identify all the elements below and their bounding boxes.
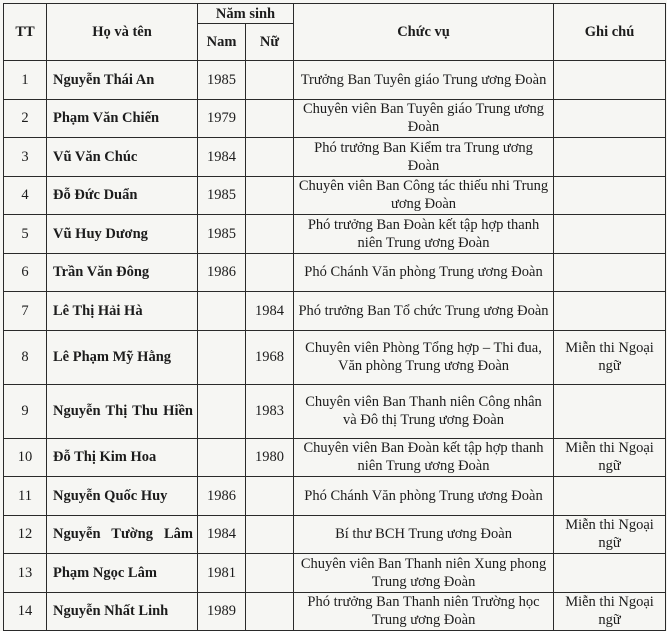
birth-year-female: 1968 [246,330,294,384]
person-name: Đỗ Đức Duẩn [47,176,198,215]
header-male: Nam [198,24,246,61]
position: Phó Chánh Văn phòng Trung ương Đoàn [294,253,554,292]
birth-year-male: 1986 [198,253,246,292]
header-tt: TT [4,4,47,61]
note [554,138,666,177]
position: Chuyên viên Ban Thanh niên Công nhân và Đô thị Trung ương Đoàn [294,384,554,438]
table-header [4,4,666,61]
table-row [4,61,666,100]
position: Phó Chánh Văn phòng Trung ương Đoàn [294,477,554,516]
row-number: 2 [4,99,47,138]
birth-year-female [246,554,294,593]
header-female: Nữ [246,24,294,61]
position: Phó trưởng Ban Đoàn kết tập hợp thanh niên Trung ương Đoàn [294,215,554,254]
note [554,61,666,100]
row-number: 9 [4,384,47,438]
row-number: 4 [4,176,47,215]
position: Chuyên viên Phòng Tổng hợp – Thi đua, Văn phòng Trung ương Đoàn [294,330,554,384]
row-number: 13 [4,554,47,593]
person-name: Phạm Văn Chiến [47,99,198,138]
birth-year-male: 1985 [198,61,246,100]
note [554,176,666,215]
row-number: 14 [4,592,47,631]
person-name: Nguyễn Tường Lâm [47,515,198,554]
row-number: 6 [4,253,47,292]
table-row [4,292,666,331]
table-row [4,477,666,516]
position: Chuyên viên Ban Tuyên giáo Trung ương Đoàn [294,99,554,138]
birth-year-female [246,253,294,292]
note: Miễn thi Ngoại ngữ [554,438,666,477]
row-number: 11 [4,477,47,516]
birth-year-male [198,438,246,477]
table-row [4,99,666,138]
birth-year-male: 1979 [198,99,246,138]
person-name: Đỗ Thị Kim Hoa [47,438,198,477]
birth-year-female [246,592,294,631]
birth-year-male: 1985 [198,215,246,254]
person-name: Phạm Ngọc Lâm [47,554,198,593]
row-number: 12 [4,515,47,554]
birth-year-male: 1984 [198,138,246,177]
birth-year-female: 1984 [246,292,294,331]
note [554,477,666,516]
header-note: Ghi chú [554,4,666,61]
birth-year-male: 1981 [198,554,246,593]
position: Bí thư BCH Trung ương Đoàn [294,515,554,554]
row-number: 1 [4,61,47,100]
row-number: 3 [4,138,47,177]
note [554,253,666,292]
table-row [4,253,666,292]
table-row [4,176,666,215]
position: Chuyên viên Ban Thanh niên Xung phong Trung ương Đoàn [294,554,554,593]
table-row [4,438,666,477]
birth-year-male: 1989 [198,592,246,631]
table-body [4,61,666,631]
person-name: Nguyễn Quốc Huy [47,477,198,516]
birth-year-female: 1980 [246,438,294,477]
position: Chuyên viên Ban Công tác thiếu nhi Trung ương Đoàn [294,176,554,215]
birth-year-male [198,384,246,438]
row-number: 7 [4,292,47,331]
person-name: Vũ Huy Dương [47,215,198,254]
note [554,384,666,438]
table-row [4,330,666,384]
table-row [4,592,666,631]
row-number: 8 [4,330,47,384]
note [554,215,666,254]
note: Miễn thi Ngoại ngữ [554,592,666,631]
note: Miễn thi Ngoại ngữ [554,330,666,384]
birth-year-male: 1984 [198,515,246,554]
position: Phó trưởng Ban Kiểm tra Trung ương Đoàn [294,138,554,177]
birth-year-female [246,477,294,516]
position: Phó trưởng Ban Tổ chức Trung ương Đoàn [294,292,554,331]
note: Miễn thi Ngoại ngữ [554,515,666,554]
header-birth-year: Năm sinh [198,4,294,24]
position: Phó trưởng Ban Thanh niên Trường học Trung ương Đoàn [294,592,554,631]
table-row [4,215,666,254]
birth-year-female [246,515,294,554]
birth-year-female [246,138,294,177]
person-name: Nguyễn Thị Thu Hiền [47,384,198,438]
birth-year-male: 1985 [198,176,246,215]
candidate-table [3,3,666,631]
note [554,99,666,138]
table-row [4,515,666,554]
person-name: Trần Văn Đông [47,253,198,292]
person-name: Vũ Văn Chúc [47,138,198,177]
note [554,292,666,331]
row-number: 5 [4,215,47,254]
birth-year-female [246,176,294,215]
birth-year-female [246,61,294,100]
position: Trưởng Ban Tuyên giáo Trung ương Đoàn [294,61,554,100]
person-name: Lê Phạm Mỹ Hằng [47,330,198,384]
header-position: Chức vụ [294,4,554,61]
birth-year-male: 1986 [198,477,246,516]
header-name: Họ và tên [47,4,198,61]
person-name: Lê Thị Hải Hà [47,292,198,331]
birth-year-female [246,99,294,138]
birth-year-male [198,330,246,384]
table-row [4,138,666,177]
person-name: Nguyễn Thái An [47,61,198,100]
birth-year-male [198,292,246,331]
birth-year-female: 1983 [246,384,294,438]
person-name: Nguyễn Nhất Linh [47,592,198,631]
row-number: 10 [4,438,47,477]
note [554,554,666,593]
position: Chuyên viên Ban Đoàn kết tập hợp thanh niên Trung ương Đoàn [294,438,554,477]
table-row [4,554,666,593]
birth-year-female [246,215,294,254]
table-row [4,384,666,438]
